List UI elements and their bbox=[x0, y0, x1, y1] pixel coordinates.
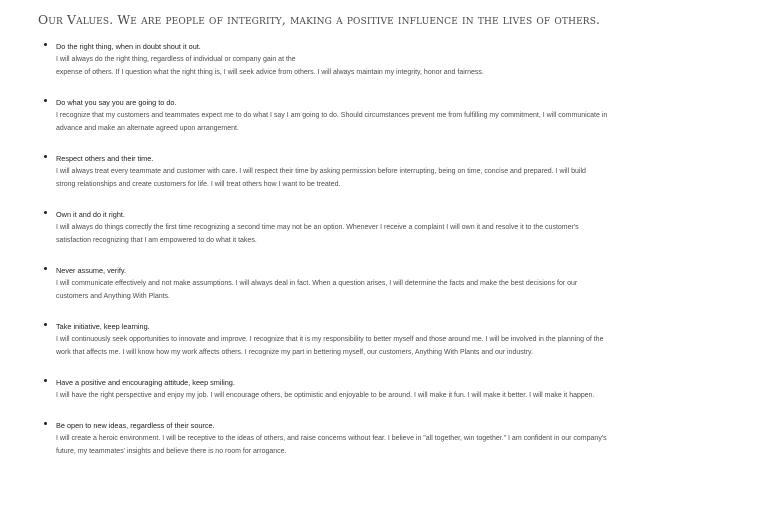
value-description bbox=[56, 432, 722, 458]
bullet-icon bbox=[44, 43, 47, 46]
value-description bbox=[56, 165, 722, 191]
value-description bbox=[56, 53, 722, 79]
value-title: Take initiative, keep learning. bbox=[56, 322, 150, 331]
bullet-icon bbox=[44, 99, 47, 102]
value-item bbox=[42, 320, 722, 359]
value-text-line: work that affects me. I will know how my work affects others. I recognize my part in bettering myself, our customers, Anything With Plants and our industry. bbox=[56, 349, 533, 357]
values-list bbox=[42, 40, 722, 475]
bullet-icon bbox=[44, 211, 47, 214]
value-title: Own it and do it right. bbox=[56, 210, 125, 219]
value-description bbox=[56, 389, 722, 402]
bullet-icon bbox=[44, 267, 47, 270]
bullet-icon bbox=[44, 379, 47, 382]
value-text-line: I recognize that my customers and teammates expect me to do what I say I am going to do. Should circumstances prevent me from fulfilling my commitment, I will communicate in bbox=[56, 112, 608, 119]
value-title: Never assume, verify. bbox=[56, 266, 127, 275]
value-text-line: I will communicate effectively and not make assumptions. I will always deal in fact. When a question arises, I will determine the facts and make the best decisions for our bbox=[56, 280, 578, 287]
value-description bbox=[56, 277, 722, 303]
value-description bbox=[56, 109, 722, 135]
value-text-line: I will always do things correctly the first time recognizing a second time may not be an option. Whenever I receive a complaint I will own it and resolve it to the customer's bbox=[56, 224, 579, 231]
value-text-line: I will have the right perspective and enjoy my job. I will encourage others, be optimistic and enjoyable to be around. I will make it fun. I will make it better. I will make it happen. bbox=[56, 392, 595, 399]
value-item bbox=[42, 376, 722, 402]
value-title: Respect others and their time. bbox=[56, 154, 154, 163]
value-text-line: expense of others. If I question what the right thing is, I will seek advice from others. I will always maintain my integrity, honor and fairness. bbox=[56, 69, 484, 77]
value-text-line: customers and Anything With Plants. bbox=[56, 293, 170, 301]
value-text-line: I will always treat every teammate and customer with care. I will respect their time by asking permission before interrupting, being on time, concise and prepared. I will build bbox=[56, 168, 586, 175]
value-text-line: I will continuously seek opportunities to innovate and improve. I recognize that it is my responsibility to better myself and those around me. I will be involved in the planning of the bbox=[56, 336, 604, 343]
page-title: Our Values. We are people of integrity, making a positive influence in the lives of others. bbox=[38, 12, 601, 27]
value-item bbox=[42, 264, 722, 303]
value-text-line: I will create a heroic environment. I will be receptive to the ideas of others, and raise concerns without fear. I believe in "all together, win together." I am confident in our company's bbox=[56, 434, 607, 442]
value-item bbox=[42, 40, 722, 79]
bullet-icon bbox=[44, 323, 47, 326]
bullet-icon bbox=[44, 155, 47, 158]
value-title: Have a positive and encouraging attitude, keep smiling. bbox=[56, 378, 235, 387]
value-text-line: advance and make an alternate agreed upon arrangement. bbox=[56, 125, 239, 133]
value-description bbox=[56, 221, 722, 247]
value-item bbox=[42, 96, 722, 135]
value-title: Do the right thing, when in doubt shout it out. bbox=[56, 42, 201, 51]
bullet-icon bbox=[44, 422, 47, 425]
value-item bbox=[42, 152, 722, 191]
value-title: Do what you say you are going to do. bbox=[56, 98, 177, 107]
value-text-line: strong relationships and create customers for life. I will treat others how I want to be treated. bbox=[56, 181, 341, 189]
value-item bbox=[42, 208, 722, 247]
value-text-line: future, my teammates' insights and believe there is no room for arrogance. bbox=[56, 448, 287, 455]
value-text-line: satisfaction recognizing that I am empowered to do what it takes. bbox=[56, 237, 257, 245]
value-description bbox=[56, 333, 722, 359]
value-item bbox=[42, 419, 722, 458]
value-text-line: I will always do the right thing, regardless of individual or company gain at the bbox=[56, 56, 296, 63]
value-title: Be open to new ideas, regardless of their source. bbox=[56, 420, 215, 430]
